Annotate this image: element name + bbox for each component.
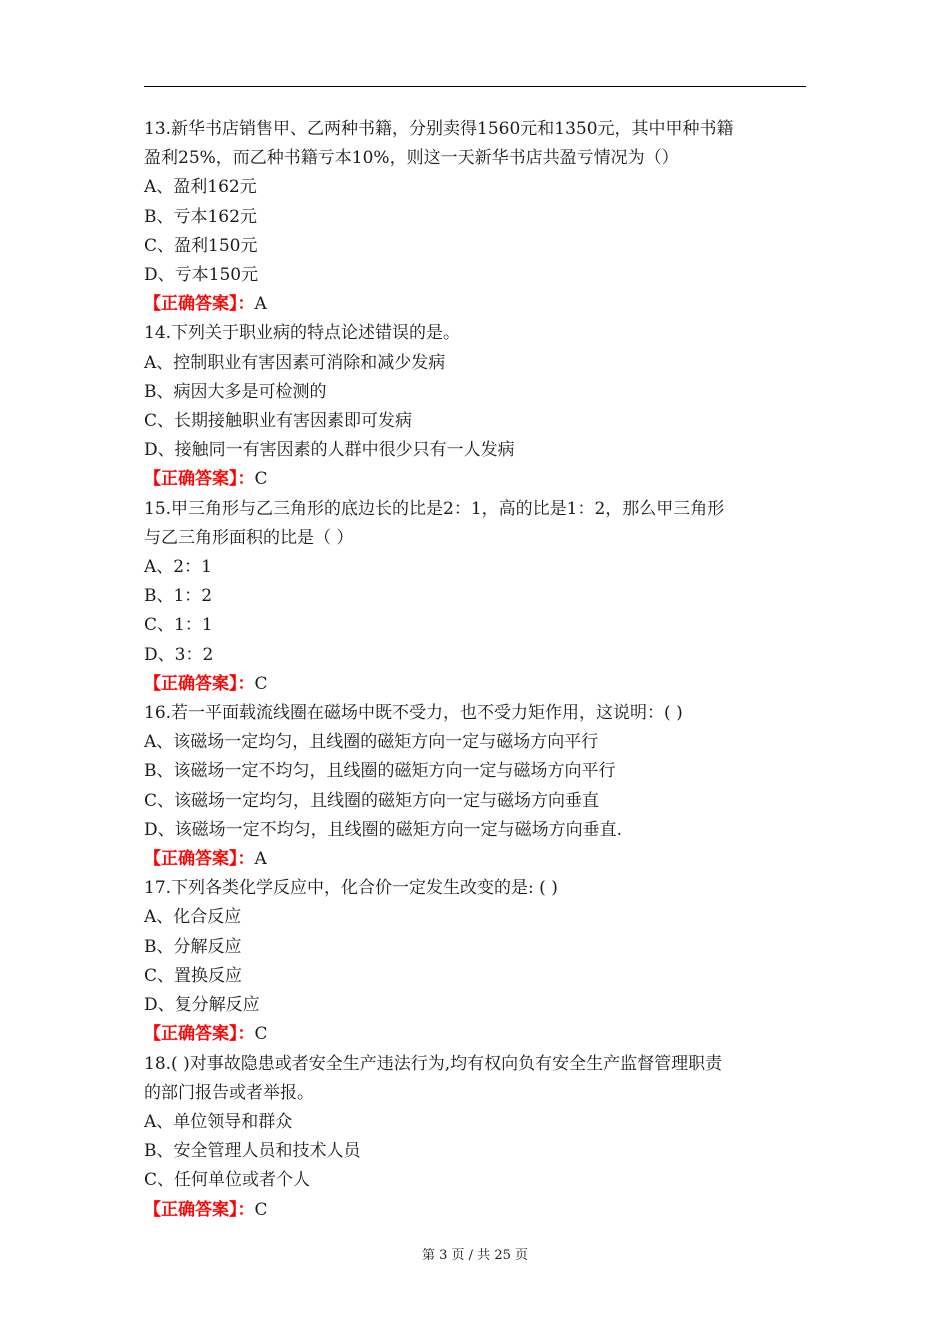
option-a: A、控制职业有害因素可消除和减少发病 [144,352,446,373]
question-block [144,115,809,319]
option-b: B、病因大多是可检测的 [144,381,327,402]
option-d: D、复分解反应 [144,995,260,1016]
question-block [144,874,809,1049]
option-a: A、该磁场一定均匀，且线圈的磁矩方向一定与磁场方向平行 [144,732,599,753]
answer-label: 【正确答案】： [144,1024,255,1045]
answer-value: A [254,849,267,870]
answer-line [144,465,809,494]
option-d: D、亏本150元 [144,265,259,286]
question-block [144,699,809,874]
answer-label: 【正确答案】： [144,1199,255,1220]
option-a: A、单位领导和群众 [144,1111,293,1132]
answer-label: 【正确答案】： [144,469,255,490]
option-c: C、该磁场一定均匀，且线圈的磁矩方向一定与磁场方向垂直 [144,790,600,811]
answer-label: 【正确答案】： [144,673,255,694]
question-stem-line: 的部门报告或者举报。 [144,1082,314,1103]
option-a: A、盈利162元 [144,177,257,198]
question-block [144,495,809,699]
question-stem-line: 盈利25%，而乙种书籍亏本10%，则这一天新华书店共盈亏情况为（） [144,148,679,169]
option-d: D、3：2 [144,644,214,665]
answer-value: C [254,673,268,694]
question-stem-line: 15.甲三角形与乙三角形的底边长的比是2：1，高的比是1：2，那么甲三角形 [144,498,725,519]
answer-value: A [254,294,267,315]
question-stem-line: 16.若一平面载流线圈在磁场中既不受力，也不受力矩作用，这说明：( ) [144,703,683,724]
option-c: C、盈利150元 [144,235,258,256]
option-c: C、1：1 [144,615,213,636]
question-stem-line: 14.下列关于职业病的特点论述错误的是。 [144,323,461,344]
answer-value: C [254,469,268,490]
option-d: D、该磁场一定不均匀，且线圈的磁矩方向一定与磁场方向垂直. [144,819,623,840]
answer-line [144,290,809,319]
question-block [144,319,809,494]
header-rule [144,86,806,87]
question-block [144,1050,809,1225]
option-b: B、安全管理人员和技术人员 [144,1141,361,1162]
answer-line [144,845,809,874]
answer-line [144,1020,809,1049]
question-stem-line: 与乙三角形面积的比是（ ） [144,527,354,548]
option-b: B、该磁场一定不均匀，且线圈的磁矩方向一定与磁场方向平行 [144,761,616,782]
answer-value: C [254,1024,268,1045]
option-c: C、长期接触职业有害因素即可发病 [144,411,413,432]
answer-label: 【正确答案】： [144,294,255,315]
answer-label: 【正确答案】： [144,849,255,870]
answer-line [144,1196,809,1225]
option-d: D、接触同一有害因素的人群中很少只有一人发病 [144,440,515,461]
page-footer: 第 3 页 / 共 25 页 [422,1248,528,1263]
option-b: B、亏本162元 [144,206,257,227]
answer-line [144,670,809,699]
question-stem-line: 18.( )对事故隐患或者安全生产违法行为,均有权向负有安全生产监督管理职责 [144,1053,723,1074]
option-b: B、分解反应 [144,936,242,957]
option-a: A、2：1 [144,557,212,578]
option-b: B、1：2 [144,586,213,607]
document-body [144,115,809,1225]
option-c: C、置换反应 [144,965,243,986]
question-stem-line: 17.下列各类化学反应中，化合价一定发生改变的是: ( ) [144,878,558,899]
option-c: C、任何单位或者个人 [144,1170,311,1191]
answer-value: C [254,1199,268,1220]
option-a: A、化合反应 [144,907,242,928]
question-stem-line: 13.新华书店销售甲、乙两种书籍，分别卖得1560元和1350元，其中甲种书籍 [144,119,734,139]
